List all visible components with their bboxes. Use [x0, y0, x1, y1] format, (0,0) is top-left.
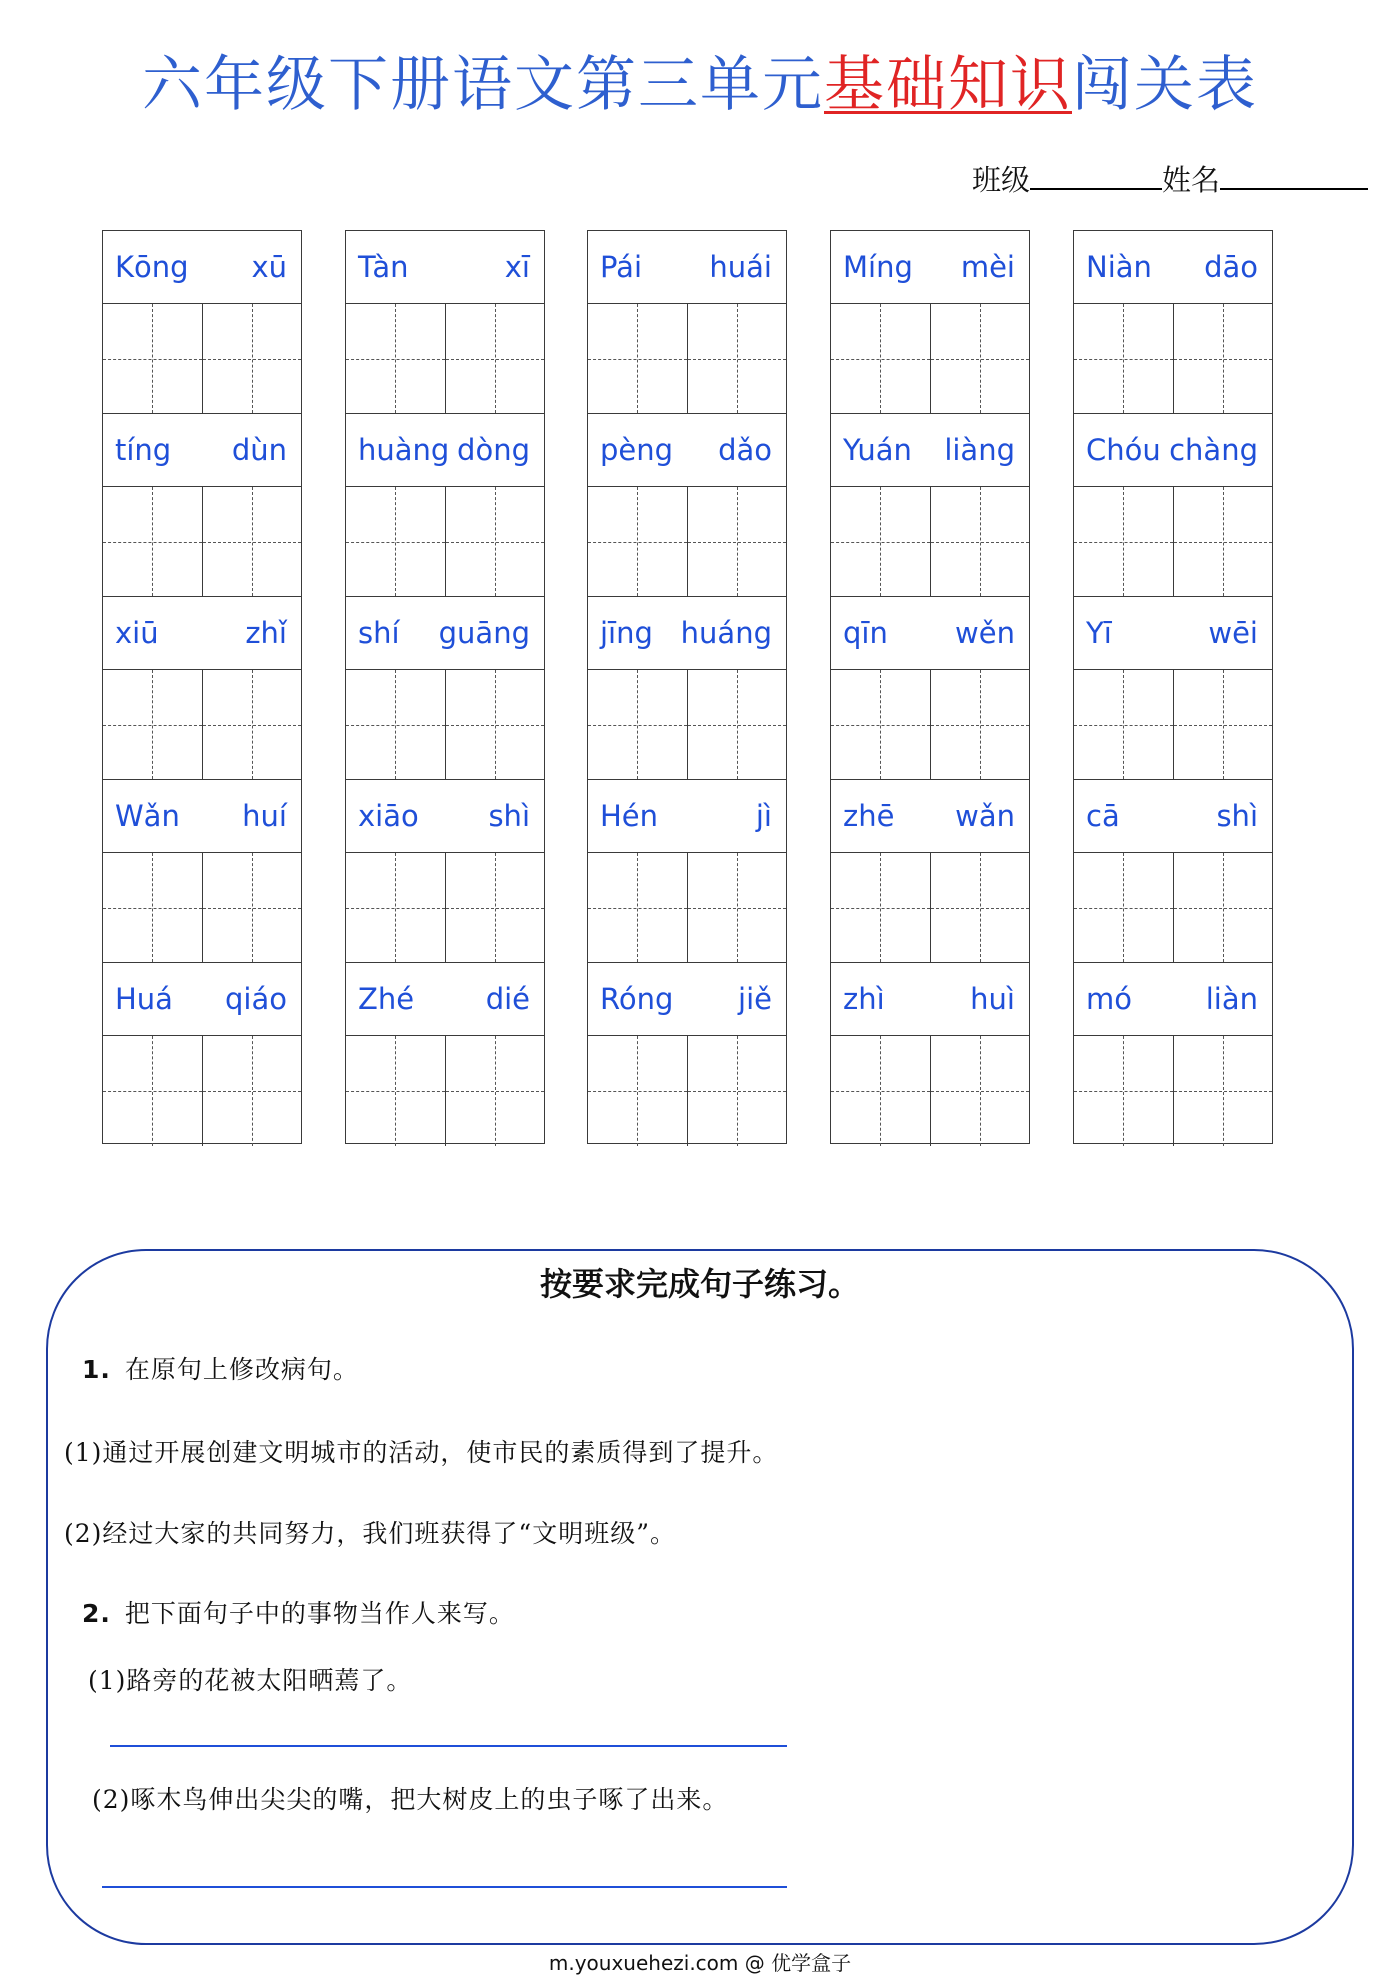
tian-grid-box[interactable]	[346, 304, 445, 413]
pinyin-syllable: Zhé	[358, 982, 415, 1016]
writing-row	[346, 304, 544, 414]
pinyin-syllable: huì	[970, 982, 1015, 1016]
pinyin-syllable: guāng	[438, 616, 530, 650]
pinyin-row	[588, 597, 786, 670]
word-cell	[588, 780, 786, 963]
tian-grid-box[interactable]	[687, 487, 787, 596]
pinyin-syllable: Wǎn	[115, 799, 180, 833]
answer-line-1[interactable]	[110, 1745, 787, 1747]
pinyin-syllable: Yī	[1086, 616, 1112, 650]
word-cell	[588, 963, 786, 1146]
pinyin-syllable: liàn	[1205, 982, 1258, 1016]
pinyin-syllable: Róng	[600, 982, 674, 1016]
tian-grid-box[interactable]	[588, 670, 687, 779]
tian-grid-box[interactable]	[346, 1036, 445, 1146]
question-1	[82, 1352, 359, 1388]
word-cell	[103, 780, 301, 963]
tian-grid-box[interactable]	[202, 304, 302, 413]
pinyin-syllable: shì	[1216, 799, 1258, 833]
writing-row	[588, 853, 786, 963]
tian-grid-box[interactable]	[687, 670, 787, 779]
tian-grid-box[interactable]	[346, 670, 445, 779]
question-1-text: 在原句上修改病句。	[124, 1355, 359, 1384]
word-cell	[1074, 414, 1272, 597]
title-part2: 闯关表	[1072, 50, 1258, 120]
pinyin-syllable: Chóu	[1086, 433, 1161, 467]
pinyin-syllable: Pái	[600, 250, 643, 284]
pinyin-syllable: wěn	[955, 616, 1015, 650]
writing-row	[831, 304, 1029, 414]
writing-row	[1074, 487, 1272, 597]
title-part1: 六年级下册语文第三单元	[142, 50, 824, 120]
question-2-sentence-2: (2)啄木鸟伸出尖尖的嘴，把大树皮上的虫子啄了出来。	[92, 1785, 729, 1814]
word-cell	[831, 414, 1029, 597]
pinyin-syllable: Kōng	[115, 250, 189, 284]
pinyin-row	[1074, 597, 1272, 670]
tian-grid-box[interactable]	[1074, 304, 1173, 413]
word-cell	[346, 597, 544, 780]
word-cell	[346, 231, 544, 414]
tian-grid-box[interactable]	[445, 1036, 545, 1146]
tian-grid-box[interactable]	[1074, 670, 1173, 779]
writing-row	[103, 304, 301, 414]
pinyin-syllable: mó	[1086, 982, 1132, 1016]
writing-row	[103, 670, 301, 780]
pinyin-syllable: wēi	[1208, 616, 1258, 650]
word-cell	[831, 597, 1029, 780]
word-cell	[346, 414, 544, 597]
pinyin-syllable: shì	[488, 799, 530, 833]
word-cell	[103, 414, 301, 597]
pinyin-syllable: zhē	[843, 799, 895, 833]
tian-grid-box[interactable]	[930, 1036, 1030, 1146]
pinyin-syllable: dòng	[457, 433, 530, 467]
pinyin-syllable: dùn	[231, 433, 287, 467]
writing-row	[588, 487, 786, 597]
writing-row	[103, 853, 301, 963]
pinyin-row	[1074, 780, 1272, 853]
pinyin-row	[1074, 231, 1272, 304]
writing-row	[346, 670, 544, 780]
pinyin-syllable: wǎn	[955, 799, 1015, 833]
pinyin-row	[103, 414, 301, 487]
title-highlight: 基础知识	[824, 50, 1072, 120]
tian-grid-box[interactable]	[687, 1036, 787, 1146]
pinyin-row	[346, 414, 544, 487]
pinyin-syllable: jīng	[600, 616, 653, 650]
pinyin-syllable: Yuán	[843, 433, 912, 467]
word-cell	[588, 597, 786, 780]
pinyin-syllable: qiáo	[225, 982, 287, 1016]
tian-grid-box[interactable]	[687, 853, 787, 962]
question-1-sentence-2[interactable]: (2)经过大家的共同努力，我们班获得了“文明班级”。	[64, 1519, 676, 1548]
writing-row	[831, 853, 1029, 963]
pinyin-syllable: xiāo	[358, 799, 419, 833]
word-cell	[831, 231, 1029, 414]
tian-grid-box[interactable]	[1173, 670, 1273, 779]
tian-grid-box[interactable]	[1074, 1036, 1173, 1146]
pinyin-syllable: xū	[251, 250, 287, 284]
writing-row	[831, 1036, 1029, 1146]
tian-grid-box[interactable]	[930, 304, 1030, 413]
tian-grid-box[interactable]	[445, 670, 545, 779]
tian-grid-box[interactable]	[202, 487, 302, 596]
pinyin-row	[588, 231, 786, 304]
pinyin-syllable: cā	[1086, 799, 1120, 833]
pinyin-row	[831, 597, 1029, 670]
tian-grid-box[interactable]	[831, 487, 930, 596]
pinyin-syllable: dāo	[1204, 250, 1258, 284]
tian-grid-box[interactable]	[1173, 853, 1273, 962]
pinyin-syllable: mèi	[960, 250, 1015, 284]
tian-grid-box[interactable]	[445, 853, 545, 962]
pinyin-syllable: zhì	[843, 982, 885, 1016]
pinyin-syllable: huí	[242, 799, 287, 833]
pinyin-syllable: shí	[358, 616, 400, 650]
tian-grid-box[interactable]	[103, 853, 202, 962]
pinyin-row	[588, 780, 786, 853]
pinyin-row	[103, 963, 301, 1036]
pinyin-row	[103, 231, 301, 304]
word-cell	[346, 963, 544, 1146]
question-2-number: 2.	[82, 1599, 111, 1628]
tian-grid-box[interactable]	[687, 304, 787, 413]
tian-grid-box[interactable]	[930, 670, 1030, 779]
word-cell	[588, 414, 786, 597]
tian-grid-box[interactable]	[103, 487, 202, 596]
question-2-sentence-1: (1)路旁的花被太阳晒蔫了。	[88, 1666, 413, 1695]
pinyin-syllable: xī	[504, 250, 530, 284]
word-cell	[1074, 231, 1272, 414]
pinyin-row	[346, 780, 544, 853]
tian-grid-box[interactable]	[346, 853, 445, 962]
tian-grid-box[interactable]	[202, 670, 302, 779]
question-2-text: 把下面句子中的事物当作人来写。	[124, 1599, 515, 1628]
name-field[interactable]	[1220, 160, 1368, 190]
tian-grid-box[interactable]	[930, 487, 1030, 596]
pinyin-syllable: dǎo	[718, 433, 772, 467]
pinyin-syllable: chàng	[1169, 433, 1258, 467]
pinyin-syllable: Niàn	[1086, 250, 1152, 284]
word-cell	[1074, 597, 1272, 780]
word-cell	[103, 597, 301, 780]
tian-grid-box[interactable]	[1173, 1036, 1273, 1146]
word-cell	[103, 963, 301, 1146]
pinyin-syllable: tíng	[115, 433, 172, 467]
tian-grid-box[interactable]	[103, 670, 202, 779]
pinyin-row	[831, 780, 1029, 853]
pinyin-syllable: jì	[755, 799, 772, 833]
pinyin-syllable: Tàn	[358, 250, 409, 284]
pinyin-row	[588, 963, 786, 1036]
writing-row	[831, 487, 1029, 597]
tian-grid-box[interactable]	[346, 487, 445, 596]
writing-row	[588, 670, 786, 780]
writing-row	[1074, 304, 1272, 414]
exercise-heading: 按要求完成句子练习。	[539, 1265, 860, 1303]
writing-row	[831, 670, 1029, 780]
pinyin-syllable: Hén	[600, 799, 659, 833]
pinyin-row	[831, 414, 1029, 487]
writing-row	[1074, 853, 1272, 963]
word-cell	[346, 780, 544, 963]
writing-row	[103, 1036, 301, 1146]
tian-grid-box[interactable]	[588, 1036, 687, 1146]
pinyin-row	[103, 597, 301, 670]
name-label: 姓名	[1161, 163, 1220, 197]
pinyin-syllable: liàng	[944, 433, 1015, 467]
word-cell	[1074, 780, 1272, 963]
tian-grid-box[interactable]	[1173, 304, 1273, 413]
pinyin-syllable: huàng	[358, 433, 450, 467]
pinyin-syllable: jiě	[738, 982, 772, 1016]
tian-grid-box[interactable]	[1074, 487, 1173, 596]
word-column	[587, 230, 787, 1144]
pinyin-syllable: zhǐ	[245, 616, 287, 650]
writing-row	[1074, 670, 1272, 780]
pinyin-syllable: pèng	[600, 433, 674, 467]
writing-row	[588, 304, 786, 414]
tian-grid-box[interactable]	[1173, 487, 1273, 596]
writing-row	[346, 487, 544, 597]
pinyin-syllable: huái	[709, 250, 772, 284]
tian-grid-box[interactable]	[831, 304, 930, 413]
pinyin-row	[831, 231, 1029, 304]
tian-grid-box[interactable]	[588, 487, 687, 596]
pinyin-syllable: Huá	[115, 982, 173, 1016]
writing-row	[1074, 1036, 1272, 1146]
word-cell	[831, 963, 1029, 1146]
student-info	[972, 160, 1368, 200]
class-label: 班级	[971, 163, 1030, 197]
word-cell	[1074, 963, 1272, 1146]
page-title	[0, 42, 1400, 128]
tian-grid-box[interactable]	[588, 853, 687, 962]
pinyin-row	[346, 231, 544, 304]
pinyin-row	[1074, 963, 1272, 1036]
pinyin-syllable: huáng	[680, 616, 772, 650]
word-column	[102, 230, 302, 1144]
answer-line-2[interactable]	[102, 1886, 787, 1888]
pinyin-row	[1074, 414, 1272, 487]
pinyin-row	[103, 780, 301, 853]
class-field[interactable]	[1030, 160, 1162, 190]
tian-grid-box[interactable]	[103, 1036, 202, 1146]
tian-grid-box[interactable]	[930, 853, 1030, 962]
tian-grid-box[interactable]	[831, 1036, 930, 1146]
tian-grid-box[interactable]	[445, 304, 545, 413]
tian-grid-box[interactable]	[103, 304, 202, 413]
question-2	[82, 1596, 515, 1632]
tian-grid-box[interactable]	[445, 487, 545, 596]
word-column	[1073, 230, 1273, 1144]
tian-grid-box[interactable]	[831, 853, 930, 962]
pinyin-syllable: dié	[485, 982, 530, 1016]
footer-watermark: m.youxuehezi.com @ 优学盒子	[548, 1951, 852, 1975]
writing-row	[346, 1036, 544, 1146]
word-cell	[588, 231, 786, 414]
writing-row	[346, 853, 544, 963]
tian-grid-box[interactable]	[588, 304, 687, 413]
pinyin-syllable: Míng	[843, 250, 913, 284]
question-1-sentence-1[interactable]: (1)通过开展创建文明城市的活动，使市民的素质得到了提升。	[64, 1438, 779, 1467]
word-cell	[103, 231, 301, 414]
word-cell	[831, 780, 1029, 963]
pinyin-syllable: qīn	[843, 616, 888, 650]
writing-row	[588, 1036, 786, 1146]
pinyin-row	[346, 963, 544, 1036]
pinyin-row	[588, 414, 786, 487]
question-1-number: 1.	[82, 1355, 111, 1384]
pinyin-syllable: xiū	[115, 616, 159, 650]
word-column	[830, 230, 1030, 1144]
tian-grid-box[interactable]	[1074, 853, 1173, 962]
word-column	[345, 230, 545, 1144]
tian-grid-box[interactable]	[202, 1036, 302, 1146]
writing-row	[103, 487, 301, 597]
tian-grid-box[interactable]	[202, 853, 302, 962]
tian-grid-box[interactable]	[831, 670, 930, 779]
pinyin-row	[831, 963, 1029, 1036]
pinyin-row	[346, 597, 544, 670]
